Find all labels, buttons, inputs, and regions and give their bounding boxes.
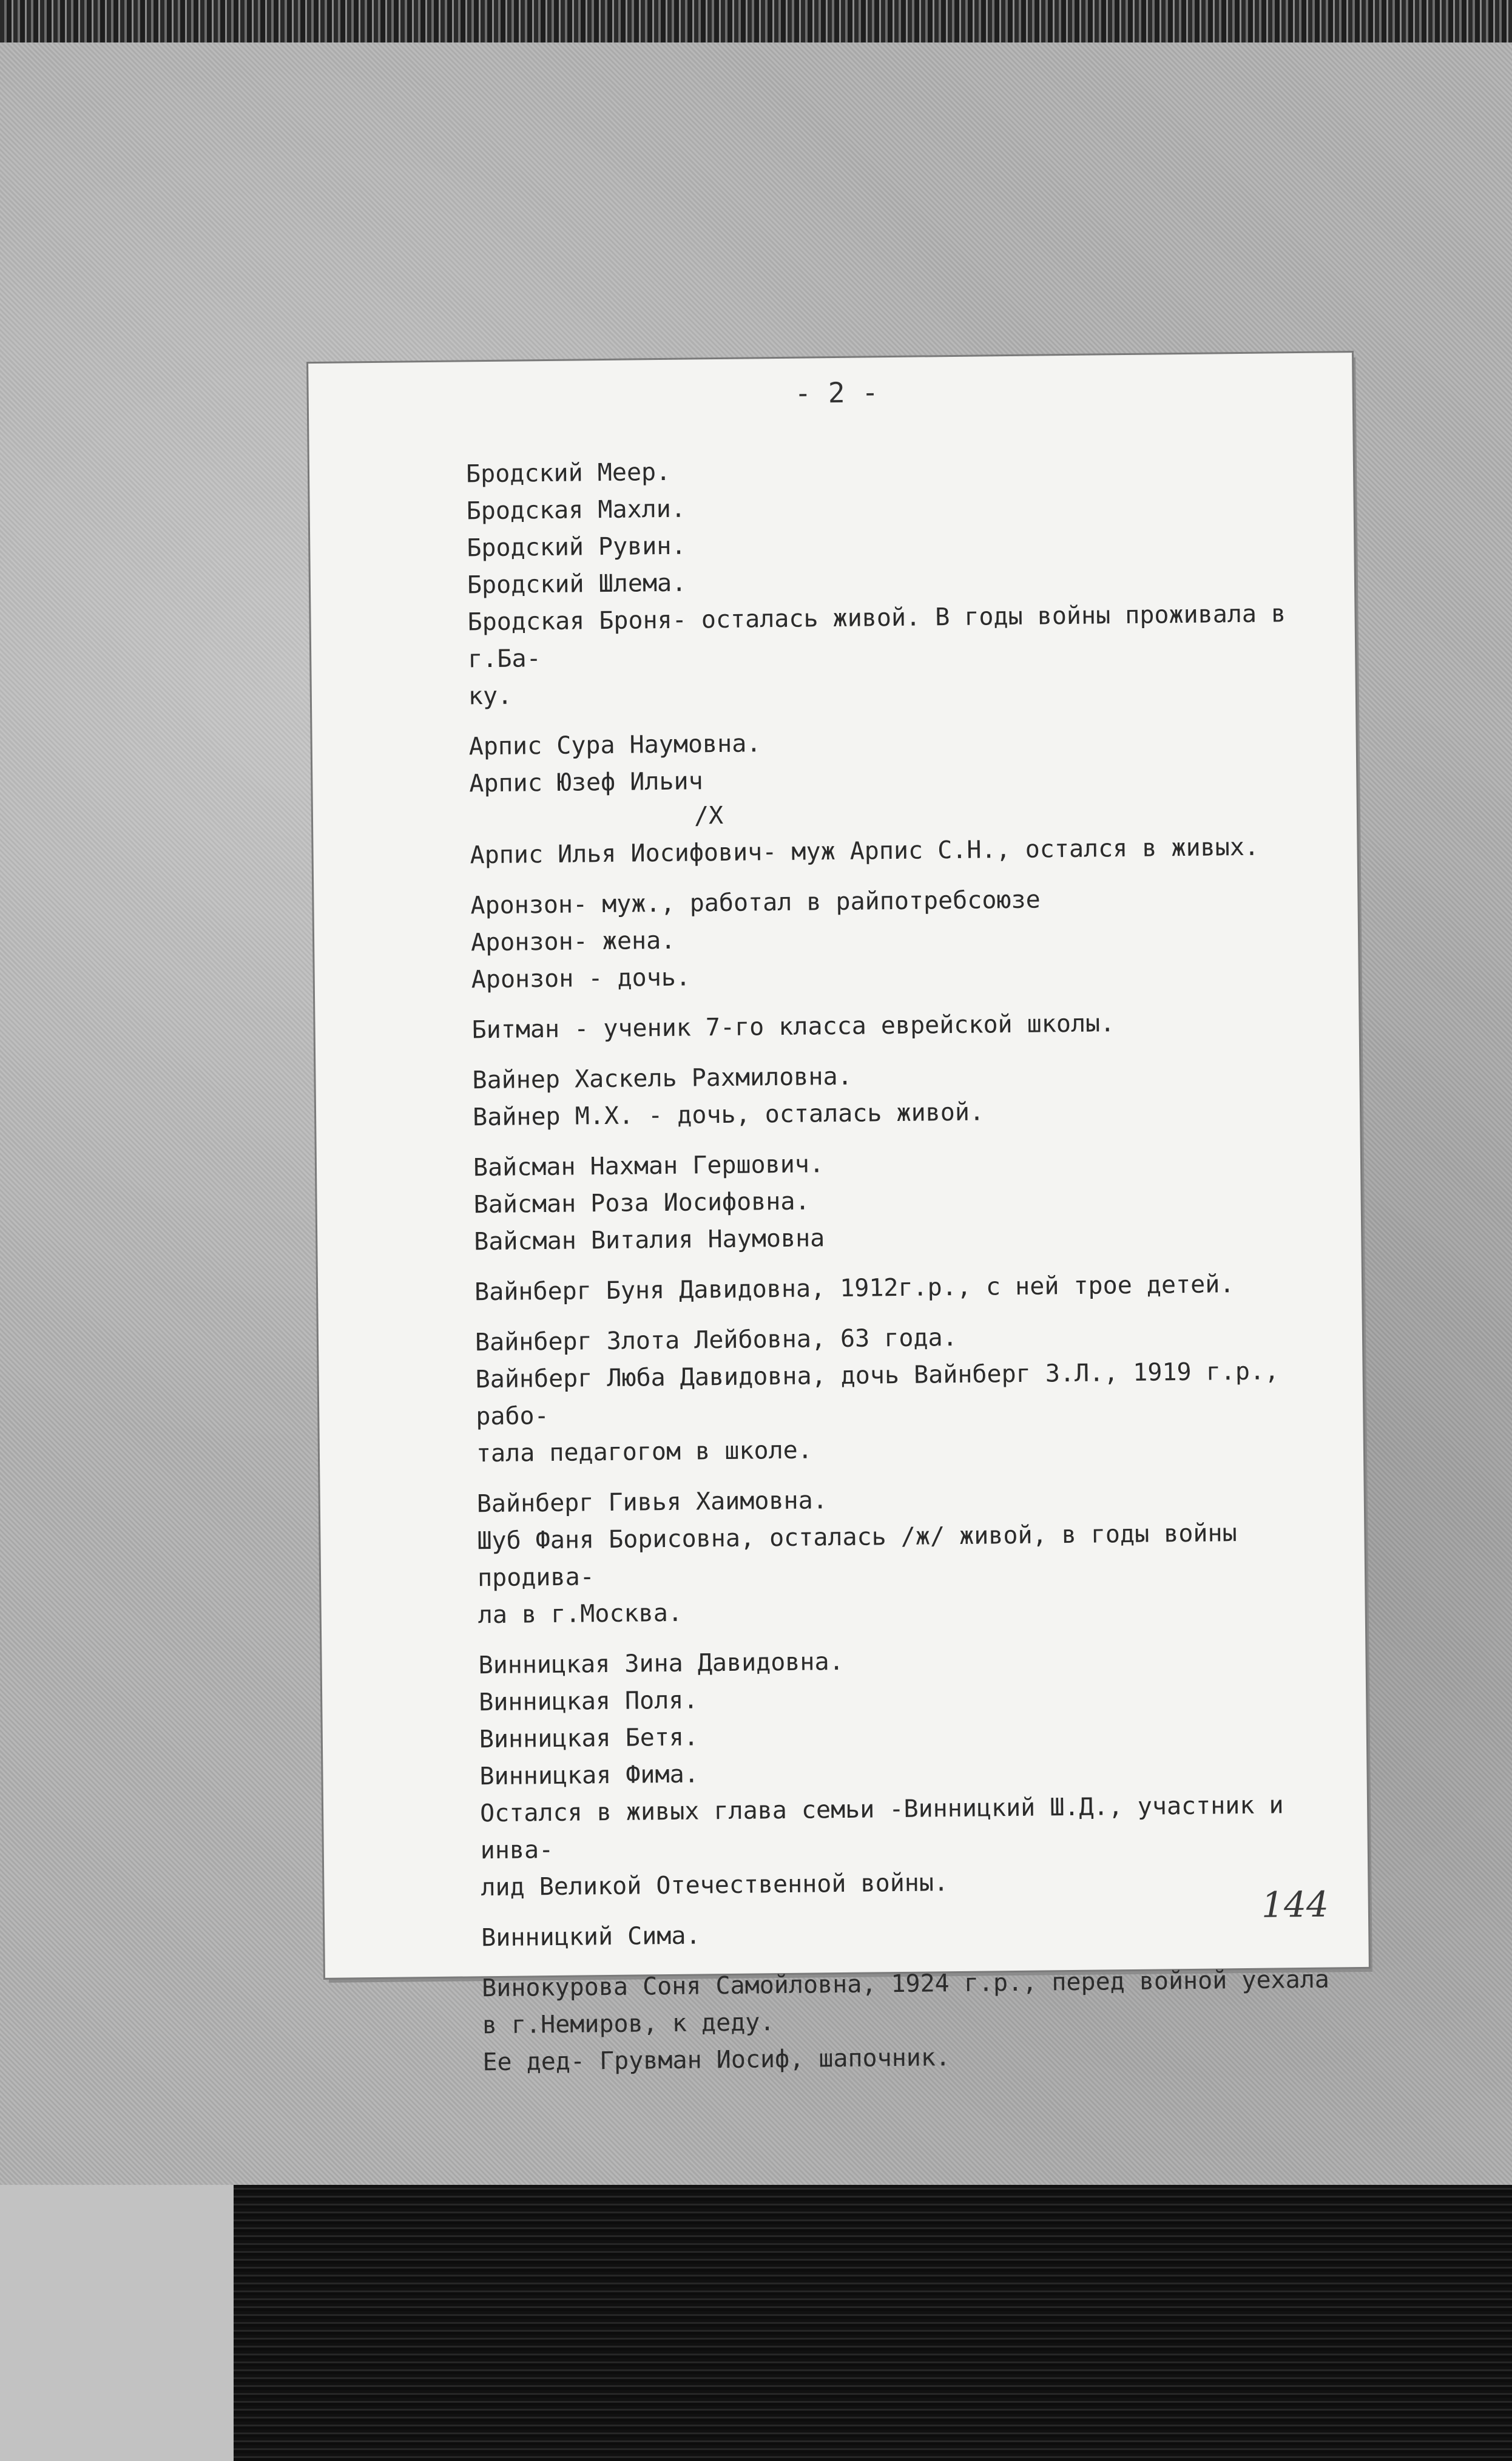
list-entry: Аронзон - дочь. (471, 963, 691, 994)
list-entry: Бродская Броня- осталась живой. В годы войны проживала в г.Ба- (467, 599, 1301, 674)
list-entry: Винницкая Фима. (479, 1760, 699, 1791)
list-entry: Бродская Махли. (466, 495, 686, 526)
list-entry: Вайнер Хаскель Рахмиловна. (472, 1062, 852, 1095)
list-entry: Винницкий Сима. (481, 1921, 701, 1952)
list-entry: Бродский Шлема. (467, 569, 687, 600)
list-entry: лид Великой Отечественной войны. (481, 1869, 949, 1902)
list-entry: Арпис Илья Иосифович- муж Арпис С.Н., остался в живых. (470, 833, 1260, 870)
list-entry: Бродский Меер. (465, 458, 671, 489)
list-entry: Вайнер М.Х. - дочь, осталась живой. (472, 1098, 985, 1132)
list-entry: Вайсман Нахман Гершович. (473, 1150, 825, 1182)
list-entry: тала педагогом в школе. (476, 1436, 813, 1468)
list-entry: Вайнберг Гивья Хаимовна. (476, 1486, 828, 1518)
scan-bottom-dark-area (234, 2185, 1512, 2461)
list-entry: Вайнберг Люба Давидовна, дочь Вайнберг З.Л., 1919 г.р., рабо- (475, 1357, 1294, 1431)
list-entry: Аронзон- муж., работал в райпотребсоюзе (470, 885, 1041, 920)
list-entry: Винокурова Соня Самойловна, 1924 г.р., перед войной уехала (481, 1965, 1330, 2003)
scan-top-border (0, 0, 1512, 42)
list-entry: Шуб Фаня Борисовна, осталась /ж/ живой, в годы войны продива- (477, 1518, 1252, 1593)
list-entry: Винницкая Зина Давидовна. (478, 1647, 844, 1680)
document-body (466, 447, 1332, 2082)
list-entry: Арпис Сура Наумовна. (468, 729, 761, 761)
page-number: - 2 - (794, 376, 879, 410)
list-entry: Вайсман Роза Иосифовна. (473, 1187, 810, 1219)
list-entry: Вайнберг Буня Давидовна, 1912г.р., с ней трое детей. (474, 1270, 1235, 1307)
list-entry: Арпис Юзеф Ильич (469, 767, 703, 798)
document-page (308, 353, 1369, 2077)
list-entry: Вайсман Виталия Наумовна (474, 1224, 825, 1256)
list-entry: Ее дед- Грувман Иосиф, шапочник. (482, 2043, 951, 2077)
list-entry: ку. (468, 682, 513, 711)
correction-mark: /Х (694, 801, 724, 830)
list-entry: Винницкая Поля. (478, 1686, 698, 1717)
list-entry: Битман - ученик 7-го класса еврейской школы. (471, 1009, 1115, 1044)
list-entry: Аронзон- жена. (470, 926, 676, 957)
list-entry: Бродский Рувин. (467, 532, 686, 563)
scan-bottom-left (0, 2185, 234, 2461)
list-entry: Остался в живых глава семьи -Винницкий Ш.Д., участник и инва- (479, 1791, 1298, 1865)
list-entry: Винницкая Бетя. (479, 1723, 699, 1754)
list-entry: Вайнберг Злота Лейбовна, 63 года. (474, 1323, 957, 1357)
handwritten-folio-number: 144 (1261, 1883, 1329, 1926)
list-entry: в г.Немиров, к деду. (482, 2008, 775, 2040)
list-entry: ла в г.Москва. (478, 1599, 683, 1630)
